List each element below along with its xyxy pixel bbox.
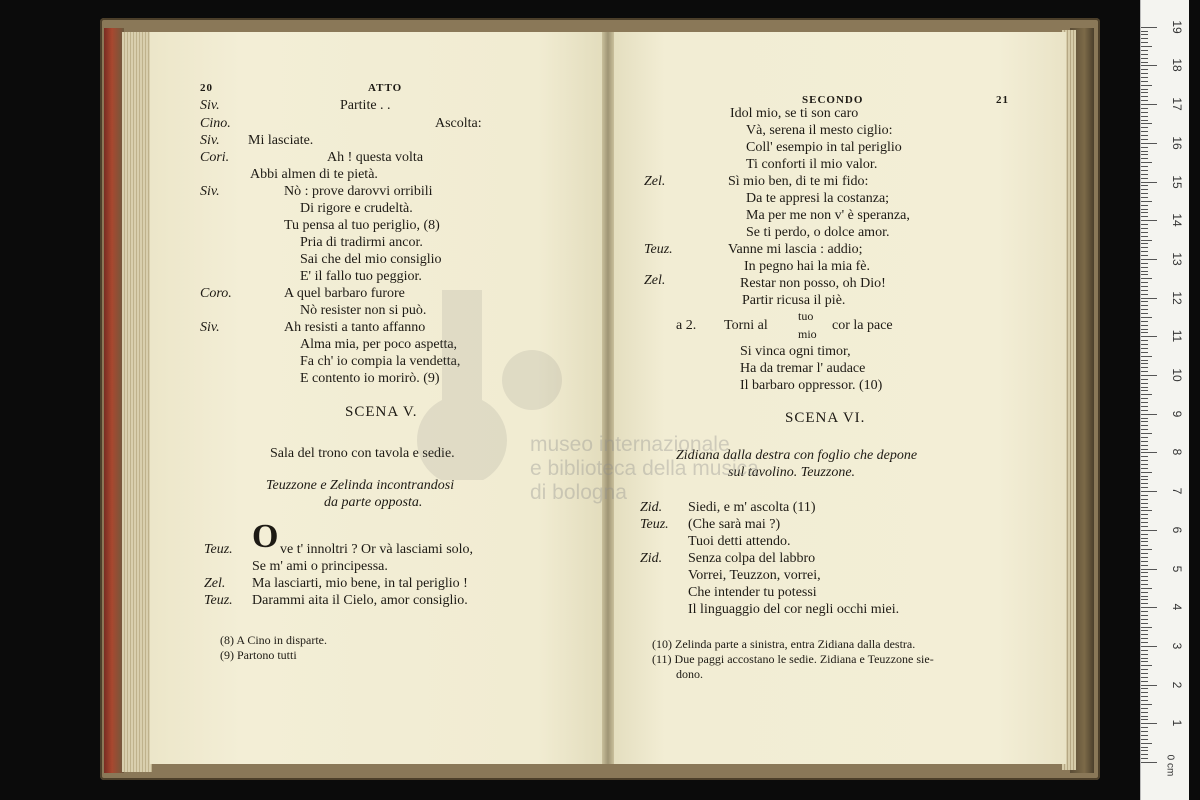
dialogue-line: Siedi, e m' ascolta (11): [688, 500, 816, 515]
scene-title-left: SCENA V.: [345, 404, 418, 420]
ruler-tick: [1141, 232, 1148, 233]
ruler-tick: [1141, 708, 1148, 709]
ruler-tick: [1141, 599, 1148, 600]
ruler-tick: [1141, 123, 1152, 124]
watermark-text: museo internazionale: [530, 433, 730, 456]
ruler-tick: [1141, 712, 1148, 713]
dialogue-line: Se m' ami o principessa.: [252, 559, 388, 574]
ruler-tick: [1141, 491, 1157, 492]
running-head-left: ATTO: [368, 82, 403, 94]
ruler-tick: [1141, 301, 1148, 302]
ruler-tick: [1141, 379, 1148, 380]
ruler-tick: [1141, 298, 1157, 299]
ruler-unit-label: 0 cm: [1164, 754, 1176, 777]
ruler-tick: [1141, 127, 1148, 128]
speaker-label: Zel.: [644, 273, 666, 288]
running-head-right: SECONDO: [802, 94, 864, 106]
ruler-tick: [1141, 290, 1148, 291]
ruler-tick: [1141, 754, 1148, 755]
ruler-tick: [1141, 538, 1148, 539]
ruler-tick: [1141, 352, 1148, 353]
speaker-label: Teuz.: [204, 542, 233, 557]
ruler-tick: [1141, 360, 1148, 361]
watermark-text: e biblioteca della musica: [530, 457, 759, 480]
ruler-tick: [1141, 642, 1148, 643]
ruler-number: 15: [1170, 174, 1184, 189]
speaker-label: Cino.: [200, 116, 231, 131]
ruler-tick: [1141, 696, 1148, 697]
ruler-tick: [1141, 77, 1148, 78]
ruler-tick: [1141, 309, 1148, 310]
footnote: (8) A Cino in disparte.: [220, 633, 327, 647]
dialogue-line: Che intender tu potessi: [688, 585, 817, 600]
ruler-tick: [1141, 549, 1152, 550]
ruler-tick: [1141, 278, 1152, 279]
speaker-label: Teuz.: [640, 517, 669, 532]
ruler-tick: [1141, 236, 1148, 237]
ruler-tick: [1141, 356, 1152, 357]
ruler-tick: [1141, 131, 1148, 132]
speaker-label: Coro.: [200, 286, 232, 301]
verse-line: Ma per me non v' è speranza,: [746, 208, 910, 223]
ruler-tick: [1141, 507, 1148, 508]
ruler-tick: [1141, 483, 1148, 484]
ruler-tick: [1141, 166, 1148, 167]
ruler-tick: [1141, 673, 1148, 674]
verse-line: Torni al: [724, 318, 768, 333]
scene-title-right: SCENA VI.: [785, 410, 866, 426]
dialogue-line: Senza colpa del labbro: [688, 551, 816, 566]
ruler-tick: [1141, 34, 1148, 35]
ruler-number: 4: [1170, 603, 1184, 611]
ruler-tick: [1141, 522, 1148, 523]
ruler-number: 2: [1170, 681, 1184, 688]
verse-line: In pegno hai la mia fè.: [744, 259, 870, 274]
ruler-tick: [1141, 719, 1148, 720]
ruler-tick: [1141, 46, 1152, 47]
ruler-tick: [1141, 340, 1148, 341]
verse-line: Ti conforti il mio valor.: [746, 157, 878, 172]
ruler-number: 16: [1170, 136, 1184, 150]
ruler-tick: [1141, 723, 1157, 724]
ruler-tick: [1141, 325, 1148, 326]
dialogue-line: Il linguaggio del cor negli occhi miei.: [688, 602, 900, 617]
ruler-tick: [1141, 85, 1152, 86]
ruler-tick: [1141, 151, 1148, 152]
ruler-tick: [1141, 650, 1148, 651]
ruler-tick: [1141, 665, 1152, 666]
ruler-tick: [1141, 305, 1148, 306]
speaker-label: Zel.: [204, 576, 226, 591]
verse-line: Di rigore e crudeltà.: [300, 201, 413, 216]
ruler-tick: [1141, 96, 1148, 97]
ruler-tick: [1141, 65, 1157, 66]
speaker-label: Siv.: [200, 133, 220, 148]
ruler-tick: [1141, 596, 1148, 597]
ruler-tick: [1141, 240, 1152, 241]
verse-line: Vanne mi lascia : addio;: [728, 242, 863, 257]
ruler-tick: [1141, 224, 1148, 225]
ruler-tick: [1141, 92, 1148, 93]
ruler-tick: [1141, 758, 1148, 759]
ruler-tick: [1141, 688, 1148, 689]
ruler-tick: [1141, 193, 1148, 194]
ruler-tick: [1141, 387, 1148, 388]
ruler-tick: [1141, 603, 1148, 604]
ruler-tick: [1141, 499, 1148, 500]
verse-line: Restar non posso, oh Dio!: [740, 276, 886, 291]
ruler-tick: [1141, 271, 1148, 272]
verse-line: E' il fallo tuo peggior.: [300, 269, 422, 284]
ruler-tick: [1141, 630, 1148, 631]
verse-line: Il barbaro oppressor. (10): [740, 378, 883, 393]
ruler-tick: [1141, 479, 1148, 480]
ruler-tick: [1141, 681, 1148, 682]
verse-line: cor la pace: [832, 318, 893, 333]
verse-line: Si vinca ogni timor,: [740, 344, 851, 359]
ruler-tick: [1141, 468, 1148, 469]
ruler-tick: [1141, 627, 1152, 628]
dialogue-line: Darammi aita il Cielo, amor consiglio.: [252, 593, 468, 608]
ruler-number: 8: [1170, 449, 1184, 456]
ruler-tick: [1141, 38, 1148, 39]
ruler-tick: [1141, 89, 1148, 90]
verse-line: Pria di tradirmi ancor.: [300, 235, 423, 250]
verse-line: Sì mio ben, di te mi fido:: [728, 174, 869, 189]
ruler-tick: [1141, 100, 1148, 101]
ruler-tick: [1141, 216, 1148, 217]
verse-line: Se ti perdo, o dolce amor.: [746, 225, 890, 240]
ruler-tick: [1141, 445, 1148, 446]
ruler-number: 3: [1170, 642, 1184, 650]
ruler-tick: [1141, 545, 1148, 546]
ruler-tick: [1141, 321, 1148, 322]
ruler-tick: [1141, 158, 1148, 159]
drop-cap-initial: O: [252, 518, 279, 555]
ruler-tick: [1141, 731, 1148, 732]
page-number-left: 20: [200, 82, 213, 94]
speaker-label: Zid.: [640, 500, 663, 515]
ruler-tick: [1141, 367, 1148, 368]
ruler-tick: [1141, 580, 1148, 581]
ruler-tick: [1141, 526, 1148, 527]
ruler-tick: [1141, 50, 1148, 51]
ruler-tick: [1141, 460, 1148, 461]
ruler-tick: [1141, 363, 1148, 364]
ruler-tick: [1141, 425, 1148, 426]
ruler-tick: [1141, 743, 1152, 744]
ruler-tick: [1141, 54, 1148, 55]
ruler-tick: [1141, 414, 1157, 415]
ruler-tick: [1141, 255, 1148, 256]
ruler-tick: [1141, 139, 1148, 140]
ruler-tick: [1141, 553, 1148, 554]
ruler-tick: [1141, 437, 1148, 438]
speaker-label: Siv.: [200, 184, 220, 199]
ruler-tick: [1141, 495, 1148, 496]
ruler-number: 19: [1170, 20, 1184, 34]
ruler-tick: [1141, 228, 1148, 229]
ruler-tick: [1141, 464, 1148, 465]
ruler-tick: [1141, 658, 1148, 659]
ruler-tick: [1141, 73, 1148, 74]
ruler-tick: [1141, 336, 1157, 337]
ruler-tick: [1141, 62, 1148, 63]
ruler-tick: [1141, 704, 1152, 705]
ruler-tick: [1141, 530, 1157, 531]
ruler-tick: [1141, 503, 1148, 504]
page-edges-left: [122, 32, 152, 772]
ruler-tick: [1141, 410, 1148, 411]
ruler-tick: [1141, 58, 1148, 59]
verse-line: Fa ch' io compia la vendetta,: [300, 354, 461, 369]
ruler-tick: [1141, 615, 1148, 616]
verse-line: A quel barbaro furore: [284, 286, 405, 301]
ruler-tick: [1141, 429, 1148, 430]
stage-direction-line: Teuzzone e Zelinda incontrandosi: [266, 478, 455, 493]
ruler-tick: [1141, 421, 1148, 422]
ruler-tick: [1141, 267, 1148, 268]
verse-line: E contento io morirò. (9): [300, 371, 440, 386]
speaker-label: Siv.: [200, 98, 220, 113]
ruler-tick: [1141, 143, 1157, 144]
ruler-tick: [1141, 735, 1148, 736]
ruler-tick: [1141, 263, 1148, 264]
ruler-tick: [1141, 108, 1148, 109]
ruler-tick: [1141, 510, 1152, 511]
footnote: (9) Partono tutti: [220, 648, 297, 662]
ruler-tick: [1141, 669, 1148, 670]
ruler-number: 6: [1170, 526, 1184, 534]
ruler-tick: [1141, 685, 1157, 686]
ruler-tick: [1141, 692, 1148, 693]
ruler-tick: [1141, 557, 1148, 558]
ruler-tick: [1141, 584, 1148, 585]
ruler-tick: [1141, 394, 1152, 395]
ruler-tick: [1141, 375, 1157, 376]
ruler-tick: [1141, 259, 1157, 260]
dialogue-line: Tuoi detti attendo.: [688, 534, 791, 549]
ruler-tick: [1141, 286, 1148, 287]
scene-setting: Sala del trono con tavola e sedie.: [270, 446, 455, 461]
duet-label: a 2.: [676, 318, 697, 333]
ruler-tick: [1141, 619, 1148, 620]
verse-line: Tu pensa al tuo periglio, (8): [284, 218, 440, 233]
ruler-tick: [1141, 607, 1157, 608]
ruler-number: 18: [1170, 58, 1184, 73]
ruler-number: 1: [1170, 719, 1184, 727]
ruler-tick: [1141, 638, 1148, 639]
ruler-tick: [1141, 418, 1148, 419]
ruler-tick: [1141, 572, 1148, 573]
ruler-tick: [1141, 274, 1148, 275]
ruler-tick: [1141, 750, 1148, 751]
ruler-tick: [1141, 472, 1152, 473]
ruler-number: 10: [1170, 368, 1184, 382]
footnote: (10) Zelinda parte a sinistra, entra Zidiana dalla destra.: [652, 637, 916, 651]
ruler-tick: [1141, 282, 1148, 283]
ruler-tick: [1141, 154, 1148, 155]
ruler-tick: [1141, 247, 1148, 248]
watermark-text: di bologna: [530, 481, 627, 504]
ruler-tick: [1141, 220, 1157, 221]
ruler-tick: [1141, 402, 1148, 403]
verse-line: Nò resister non si può.: [300, 303, 427, 318]
book-spine-left: [104, 28, 124, 773]
speaker-label: Zid.: [640, 551, 663, 566]
ruler-tick: [1141, 178, 1148, 179]
ruler-tick: [1141, 390, 1148, 391]
ruler-tick: [1141, 449, 1148, 450]
ruler-tick: [1141, 31, 1148, 32]
verse-line: Ascolta:: [435, 116, 482, 131]
ruler-tick: [1141, 646, 1157, 647]
ruler-tick: [1141, 209, 1148, 210]
ruler-tick: [1141, 611, 1148, 612]
ruler-tick: [1141, 739, 1148, 740]
ruler-tick: [1141, 42, 1148, 43]
verse-line: Da te appresi la costanza;: [746, 191, 890, 206]
verse-line: Ah ! questa volta: [327, 150, 424, 165]
verse-variant-top: tuo: [798, 309, 814, 323]
verse-line: Partite . .: [340, 98, 391, 113]
ruler-tick: [1141, 205, 1148, 206]
ruler-tick: [1141, 332, 1148, 333]
ruler-number: 12: [1170, 290, 1184, 305]
ruler-tick: [1141, 476, 1148, 477]
speaker-label: Teuz.: [204, 593, 233, 608]
ruler-tick: [1141, 81, 1148, 82]
ruler-tick: [1141, 189, 1148, 190]
footnote: dono.: [676, 667, 703, 681]
ruler-tick: [1141, 371, 1148, 372]
ruler-tick: [1141, 174, 1148, 175]
ruler-tick: [1141, 623, 1148, 624]
ruler-tick: [1141, 147, 1148, 148]
ruler-tick: [1141, 135, 1148, 136]
ruler-tick: [1141, 576, 1148, 577]
ruler-tick: [1141, 514, 1148, 515]
ruler-tick: [1141, 677, 1148, 678]
ruler-tick: [1141, 654, 1148, 655]
verse-line: Idol mio, se ti son caro: [730, 106, 859, 121]
ruler-tick: [1141, 398, 1148, 399]
ruler-number: 5: [1170, 565, 1184, 572]
footnote: (11) Due paggi accostano le sedie. Zidiana e Teuzzone sie-: [652, 652, 934, 666]
ruler-tick: [1141, 383, 1148, 384]
ruler-tick: [1141, 565, 1148, 566]
ruler-tick: [1141, 634, 1148, 635]
ruler-tick: [1141, 487, 1148, 488]
verse-line: Partir ricusa il piè.: [742, 293, 846, 308]
page-number-right: 21: [996, 94, 1009, 106]
ruler-tick: [1141, 104, 1157, 105]
ruler-tick: [1141, 185, 1148, 186]
ruler-tick: [1141, 170, 1148, 171]
ruler-tick: [1141, 433, 1152, 434]
stage-direction-line: sul tavolino. Teuzzone.: [728, 465, 856, 480]
ruler-tick: [1141, 197, 1148, 198]
ruler-tick: [1141, 243, 1148, 244]
ruler-tick: [1141, 212, 1148, 213]
ruler-tick: [1141, 441, 1148, 442]
verse-variant-bottom: mio: [798, 327, 817, 341]
ruler-tick: [1141, 588, 1152, 589]
ruler-tick: [1141, 116, 1148, 117]
ruler-tick: [1141, 561, 1148, 562]
verse-line: Sai che del mio consiglio: [300, 252, 442, 267]
ruler-tick: [1141, 162, 1152, 163]
verse-line: Alma mia, per poco aspetta,: [300, 337, 458, 352]
dialogue-line: Vorrei, Teuzzon, vorrei,: [688, 568, 821, 583]
ruler-tick: [1141, 329, 1148, 330]
stage-direction-line: da parte opposta.: [324, 495, 423, 510]
book-gutter: [602, 32, 614, 764]
ruler-tick: [1141, 661, 1148, 662]
measurement-ruler: [1140, 0, 1189, 800]
ruler-tick: [1141, 406, 1148, 407]
ruler-tick: [1141, 313, 1148, 314]
ruler-number: 14: [1170, 213, 1184, 227]
verse-line: Mi lasciate.: [248, 133, 314, 148]
dialogue-line: Ma lasciarti, mio bene, in tal periglio !: [252, 576, 468, 591]
ruler-tick: [1141, 182, 1157, 183]
ruler-number: 17: [1170, 97, 1184, 111]
stage-direction-line: Zidiana dalla destra con foglio che depone: [676, 448, 918, 463]
dialogue-line: (Che sarà mai ?): [688, 517, 781, 532]
ruler-tick: [1141, 69, 1148, 70]
ruler-tick: [1141, 518, 1148, 519]
verse-line: Ah resisti a tanto affanno: [284, 320, 426, 335]
ruler-number: 7: [1170, 487, 1184, 495]
verse-line: Abbi almen di te pietà.: [250, 167, 378, 182]
ruler-number: 9: [1170, 410, 1184, 418]
ruler-number: 11: [1170, 330, 1184, 343]
ruler-tick: [1141, 317, 1152, 318]
verse-line: Coll' esempio in tal periglio: [746, 140, 902, 155]
speaker-label: Cori.: [200, 150, 230, 165]
ruler-tick: [1141, 747, 1148, 748]
ruler-tick: [1141, 700, 1148, 701]
speaker-label: Zel.: [644, 174, 666, 189]
ruler-tick: [1141, 716, 1148, 717]
ruler-tick: [1141, 452, 1157, 453]
ruler-tick: [1141, 344, 1148, 345]
ruler-tick: [1141, 534, 1148, 535]
ruler-tick: [1141, 727, 1148, 728]
ruler-tick: [1141, 251, 1148, 252]
ruler-tick: [1141, 456, 1148, 457]
ruler-tick: [1141, 27, 1157, 28]
ruler-tick: [1141, 762, 1157, 763]
ruler-tick: [1141, 112, 1148, 113]
verse-line: Nò : prove darovvi orribili: [284, 184, 433, 199]
ruler-tick: [1141, 294, 1148, 295]
ruler-tick: [1141, 201, 1152, 202]
speaker-label: Teuz.: [644, 242, 673, 257]
ruler-number: 13: [1170, 252, 1184, 266]
ruler-tick: [1141, 541, 1148, 542]
ruler-tick: [1141, 592, 1148, 593]
ruler-tick: [1141, 120, 1148, 121]
dialogue-line: ve t' innoltri ? Or và lasciami solo,: [280, 542, 474, 557]
verse-line: Và, serena il mesto ciglio:: [746, 123, 893, 138]
speaker-label: Siv.: [200, 320, 220, 335]
ruler-tick: [1141, 569, 1157, 570]
ruler-tick: [1141, 348, 1148, 349]
verse-line: Ha da tremar l' audace: [740, 361, 866, 376]
